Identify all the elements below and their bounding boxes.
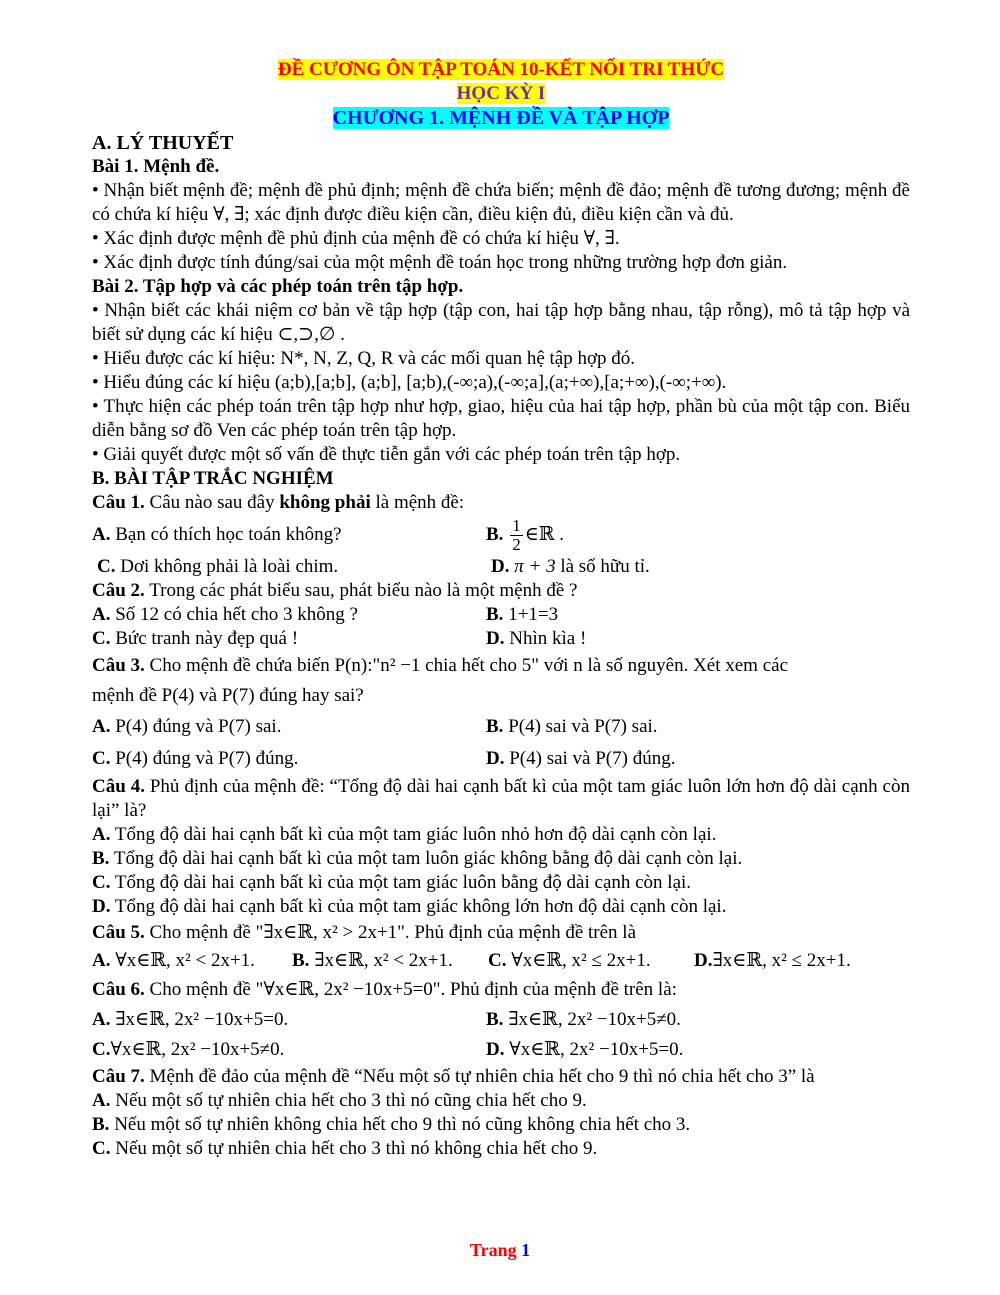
option-label: C. [92,748,111,769]
lesson2-bullet: • Hiểu được các kí hiệu: N*, N, Z, Q, R và các mối quan hệ tập hợp đó. [92,348,636,369]
option-text: ∃x∈ℝ, 2x² −10x+5=0. [110,1009,289,1030]
option-text: Nếu một số tự nhiên chia hết cho 3 thì nó cũng chia hết cho 9. [110,1090,587,1111]
q5-option-d [694,947,851,975]
fraction [510,517,523,554]
chapter-title: CHƯƠNG 1. MỆNH ĐỀ VÀ TẬP HỢP [332,107,670,129]
question-6 [92,975,910,1005]
option-label: C. [92,628,111,649]
q3-text: Cho mệnh đề chứa biến P(n):"n² −1 chia hết cho 5" với n là số nguyên. Xét xem các [144,655,789,676]
option-text: ∈ℝ . [524,524,565,545]
option-text: Dơi không phải là loài chim. [115,556,339,577]
lesson1-bullet: • Nhận biết mệnh đề; mệnh đề phủ định; mệnh đề chứa biến; mệnh đề đảo; mệnh đề tương đương; mệnh đề có chứa kí hiệu ∀, ∃; xác định được điều kiện cần, điều kiện đủ, điều kiện cần và đủ. [92,180,910,225]
option-label: A. [92,716,111,737]
option-label: A. [92,604,111,625]
exercises-heading: B. BÀI TẬP TRẮC NGHIỆM [92,468,334,489]
theory-heading: A. LÝ THUYẾT [92,132,234,154]
q1-option-a [92,515,486,555]
option-text: P(4) đúng và P(7) đúng. [110,748,299,769]
q3-text-cont: mệnh đề P(4) và P(7) đúng hay sai? [92,685,364,706]
q6-option-d [486,1035,910,1065]
q5-label: Câu 5. [92,922,145,943]
q1-label: Câu 1. [92,492,145,513]
page-footer [0,1240,1000,1261]
option-label: A. [92,524,111,545]
q2-option-a [92,603,486,627]
q2-text: Trong các phát biểu sau, phát biểu nào là một mệnh đề ? [144,580,578,601]
option-label: B. [486,716,504,737]
option-text: ∃x∈ℝ, 2x² −10x+5≠0. [503,1009,681,1030]
q6-label: Câu 6. [92,979,145,1000]
lesson2-bullet: • Thực hiện các phép toán trên tập hợp như hợp, giao, hiệu của hai tập hợp, phần bù của một tập con. Biểu diễn bằng sơ đồ Ven các phép toán trên tập hợp. [92,396,910,441]
option-label: C. [488,950,507,971]
fraction-numerator: 1 [512,516,521,536]
option-text: Nhìn kìa ! [504,628,587,649]
q1-option-b [486,515,910,555]
option-label: C. [92,1039,111,1060]
option-text: Bức tranh này đẹp quá ! [110,628,299,649]
q2-options-row2 [92,627,910,651]
option-label: D. [486,1039,505,1060]
q5-text: Cho mệnh đề "∃x∈ℝ, x² > 2x+1". Phủ định của mệnh đề trên là [144,922,637,943]
chapter-line [92,106,910,131]
q3-option-c [92,743,486,775]
option-text: Tổng độ dài hai cạnh bất kì của một tam giác luôn nhỏ hơn độ dài cạnh còn lại. [110,824,717,845]
option-text: Tổng độ dài hai cạnh bất kì của một tam giác luôn bằng độ dài cạnh còn lại. [110,872,692,893]
question-3 [92,651,910,681]
q4-option-c [92,871,910,895]
lesson2-title: Bài 2. Tập hợp và các phép toán trên tập hợp. [92,276,464,297]
q2-label: Câu 2. [92,580,145,601]
option-label: A. [92,1009,111,1030]
option-label: B. [486,1009,504,1030]
q3-option-a [92,711,486,743]
question-1 [92,491,910,515]
option-label: D. [491,556,510,577]
q3-option-b [486,711,910,743]
option-text: P(4) sai và P(7) đúng. [504,748,676,769]
q6-options-row2 [92,1035,910,1065]
q3-option-d [486,743,910,775]
q7-option-b [92,1113,910,1137]
option-label: C. [92,1138,111,1159]
option-text: ∃x∈ℝ, x² ≤ 2x+1. [712,950,851,971]
q3-label: Câu 3. [92,655,145,676]
lesson2-bullet: • Giải quyết được một số vấn đề thực tiễn gắn với các phép toán trên tập hợp. [92,444,681,465]
q5-option-c [488,947,694,975]
lesson1-bullet: • Xác định được tính đúng/sai của một mệnh đề toán học trong những trường hợp đơn giản. [92,252,788,273]
q5-option-a [92,947,292,975]
q1-options-row2 [92,555,910,579]
option-label: B. [92,1114,110,1135]
question-5 [92,919,910,947]
option-label: B. [92,848,110,869]
option-text: ∀x∈ℝ, 2x² −10x+5=0. [504,1039,684,1060]
semester-line [92,82,910,106]
option-text: Nếu một số tự nhiên không chia hết cho 9 thì nó cũng không chia hết cho 3. [109,1114,691,1135]
option-label: D. [92,896,111,917]
option-label: C. [97,556,116,577]
q6-option-c [92,1035,486,1065]
option-text: Tổng độ dài hai cạnh bất kì của một tam luôn giác không bằng độ dài cạnh còn lại. [109,848,743,869]
option-text: Tổng độ dài hai cạnh bất kì của một tam giác không lớn hơn độ dài cạnh còn lại. [110,896,727,917]
q4-option-b [92,847,910,871]
q6-option-a [92,1005,486,1035]
option-label: A. [92,1090,111,1111]
q3-options-row1 [92,711,910,743]
option-text: 1+1=3 [508,604,559,625]
doc-title: ĐỀ CƯƠNG ÔN TẬP TOÁN 10-KẾT NỐI TRI THỨC [277,59,725,80]
option-text: Nếu một số tự nhiên chia hết cho 3 thì nó không chia hết cho 9. [110,1138,598,1159]
lesson1-bullet: • Xác định được mệnh đề phủ định của mệnh đề có chứa kí hiệu ∀, ∃. [92,228,620,249]
q7-text: Mệnh đề đảo của mệnh đề “Nếu một số tự nhiên chia hết cho 9 thì nó chia hết cho 3” là [144,1066,815,1087]
page-label: Trang [469,1240,522,1260]
q4-text: Phủ định của mệnh đề: “Tổng độ dài hai cạnh bất kì của một tam giác luôn lớn hơn độ dài cạnh còn lại” là? [92,776,910,821]
fraction-denominator: 2 [512,535,521,555]
option-text: ∀x∈ℝ, x² ≤ 2x+1. [506,950,651,971]
semester-title: HỌC KỲ I [456,83,546,104]
q6-options-row1 [92,1005,910,1035]
option-label: D. [694,950,713,971]
q4-option-a [92,823,910,847]
option-text: Số 12 có chia hết cho 3 không ? [110,604,358,625]
page-number: 1 [521,1240,531,1260]
q6-option-b [486,1005,910,1035]
option-text: là số hữu tỉ. [560,556,650,577]
doc-title-line [92,58,910,82]
option-text: ∃x∈ℝ, x² < 2x+1. [309,950,453,971]
option-label: B. [486,604,504,625]
q2-option-d [486,627,910,651]
q1-text-pre: Câu nào sau đây [144,492,280,513]
option-text: P(4) đúng và P(7) sai. [110,716,282,737]
option-label: C. [92,872,111,893]
option-text: P(4) sai và P(7) sai. [503,716,658,737]
q2-options-row1 [92,603,910,627]
option-label: A. [92,950,111,971]
option-label: B. [292,950,310,971]
q5-options-row [92,947,910,975]
lesson2-bullet: • Hiểu đúng các kí hiệu (a;b),[a;b], (a;b], [a;b),(-∞;a),(-∞;a],(a;+∞),[a;+∞),(-∞;+∞). [92,372,727,393]
q4-option-d [92,895,910,919]
option-label: A. [92,824,111,845]
q4-label: Câu 4. [92,776,145,797]
q7-option-a [92,1089,910,1113]
q3-options-row2 [92,743,910,775]
question-2 [92,579,910,603]
option-text: ∀x∈ℝ, 2x² −10x+5≠0. [110,1039,285,1060]
q1-option-d [491,555,910,579]
option-math: π + 3 [514,556,556,577]
q2-option-b [486,603,910,627]
q2-option-c [92,627,486,651]
lesson2-bullet: • Nhận biết các khái niệm cơ bản về tập hợp (tập con, hai tập hợp bằng nhau, tập rỗng), mô tả tập hợp và biết sử dụng các kí hiệu ⊂,⊃,∅ . [92,300,910,345]
document-page [92,58,910,1161]
q1-options-row1 [92,515,910,555]
option-label: D. [486,628,505,649]
option-label: D. [486,748,505,769]
question-7 [92,1065,910,1089]
q1-text-emph: không phải [279,492,371,513]
q5-option-b [292,947,488,975]
q6-text: Cho mệnh đề "∀x∈ℝ, 2x² −10x+5=0". Phủ định của mệnh đề trên là: [144,979,677,1000]
option-label: B. [486,524,504,545]
q7-option-c [92,1137,910,1161]
option-text: ∀x∈ℝ, x² < 2x+1. [110,950,255,971]
q1-text-post: là mệnh đề: [370,492,465,513]
lesson1-title: Bài 1. Mệnh đề. [92,156,220,177]
question-4 [92,775,910,823]
q7-label: Câu 7. [92,1066,145,1087]
option-text: Bạn có thích học toán không? [110,524,342,545]
q1-option-c [92,555,491,579]
